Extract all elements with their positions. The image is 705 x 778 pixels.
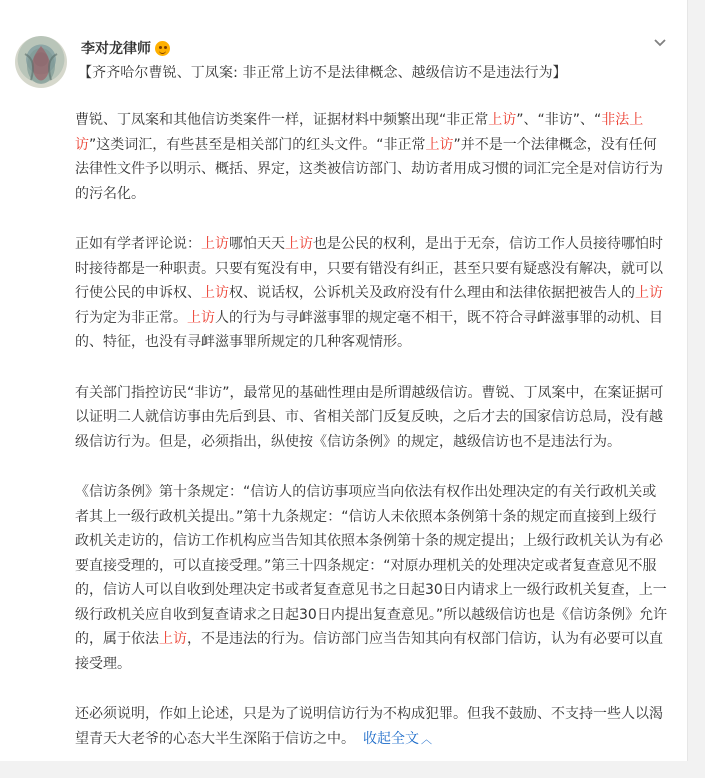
- author-row: [81, 38, 170, 58]
- keyword-highlight[interactable]: 上访: [635, 285, 663, 301]
- keyword-highlight[interactable]: 上访: [187, 309, 215, 326]
- avatar[interactable]: [15, 36, 67, 88]
- paragraph: [75, 480, 669, 676]
- author-name[interactable]: 李对龙律师: [81, 41, 151, 57]
- paragraph-text: 行为定为非正常。: [75, 309, 187, 326]
- collapse-text-button[interactable]: [363, 731, 432, 747]
- paragraph-text: ”这类词汇，有些甚至是相关部门的红头文件。“非正常: [89, 136, 426, 153]
- paragraph: [75, 108, 669, 206]
- keyword-highlight[interactable]: 上访: [425, 136, 454, 153]
- keyword-highlight[interactable]: 上访: [201, 236, 229, 252]
- keyword-highlight[interactable]: 上访: [201, 285, 229, 301]
- paragraph-text: ”、“非访”、“: [516, 112, 602, 128]
- scrollbar[interactable]: [689, 0, 705, 761]
- paragraph-text: ”并不是一个法律概念，没有任何法律性文件予以明示、概括、界定，这类被信访部门、劫访者用成习惯的词汇完全是对信访行为的污名化。: [75, 136, 663, 202]
- paragraph: [75, 232, 669, 355]
- paragraph-text: 也是公民的权利，是出于无奈，信访工作人员接待哪怕时时接待都是一种职责。只要有冤没有申，只要有错没有纠正，甚至只要有疑惑没有解决，就可以行使公民的申诉权、: [75, 236, 663, 301]
- keyword-highlight[interactable]: 上访: [488, 112, 517, 128]
- paragraph-text: 正如有学者评论说：: [75, 236, 201, 252]
- paragraph-text: ，不是违法的行为。信访部门应当告知其向有权部门信访，认为有必要可以直接受理。: [75, 631, 663, 672]
- chevron-down-icon[interactable]: [653, 38, 667, 48]
- paragraph-text: 曹锐、丁凤案和其他信访类案件一样，证据材料中频繁出现“非正常: [75, 112, 489, 128]
- post-title: 【齐齐哈尔曹锐、丁凤案: 非正常上访不是法律概念、越级信访不是违法行为】: [78, 65, 567, 81]
- paragraph-text: 还必须说明，作如上论述，只是为了说明信访行为不构成犯罪。但我不鼓励、不支持一些人以渴望青天大老爷的心态大半生深陷于信访之中。: [75, 706, 663, 747]
- paragraph-text: 人的行为与寻衅滋事罪的规定毫不相干，既不符合寻衅滋事罪的动机、目的、特征，也没有寻衅滋事罪所规定的几种客观情形。: [75, 309, 663, 350]
- paragraph-text: 哪怕天天: [229, 236, 285, 252]
- keyword-highlight[interactable]: 上访: [159, 631, 187, 647]
- post-body: [75, 108, 669, 778]
- paragraph-text: 《信访条例》第十条规定：“信访人的信访事项应当向依法有权作出处理决定的有关行政机关或者其上一级行政机关提出。”第十九条规定：“信访人未依照本条例第十条的规定而直接到上级行政机关走访的，信访工作机构应当告知其依照本条例第十条的规定提出；上级行政机关认为有必要直接受理的，可以直接受理。”第三十四条规定：“对原办理机关的处理决定或者复查意见不服的，信访人可以自收到处理决定书或者复查意见书之日起30日内请求上一级行政机关复查，上一级行政机关应自收到复查请求之日起30日内提出复查意见。”所以越级信访也是《信访条例》允许的，属于依法: [75, 484, 668, 647]
- paragraph-text: 权、说话权，公诉机关及政府没有什么理由和法律依据把被告人的: [229, 285, 635, 301]
- keyword-highlight[interactable]: 上访: [285, 236, 313, 252]
- paragraph: [75, 702, 669, 752]
- paragraph: [75, 381, 669, 455]
- paragraph-text: 有关部门指控访民“非访”，最常见的基础性理由是所谓越级信访。曹锐、丁凤案中，在案证据可以证明二人就信访事由先后到县、市、省相关部门反复反映，之后才去的国家信访总局，没有越级信访行为。但是，必须指出，纵使按《信访条例》的规定，越级信访也不是违法行为。: [75, 384, 664, 450]
- keyword-highlight[interactable]: 非法上访: [75, 112, 644, 153]
- chevron-up-icon: ︿: [421, 732, 432, 746]
- smile-emoji-icon: [155, 41, 170, 56]
- collapse-label: 收起全文: [363, 730, 419, 747]
